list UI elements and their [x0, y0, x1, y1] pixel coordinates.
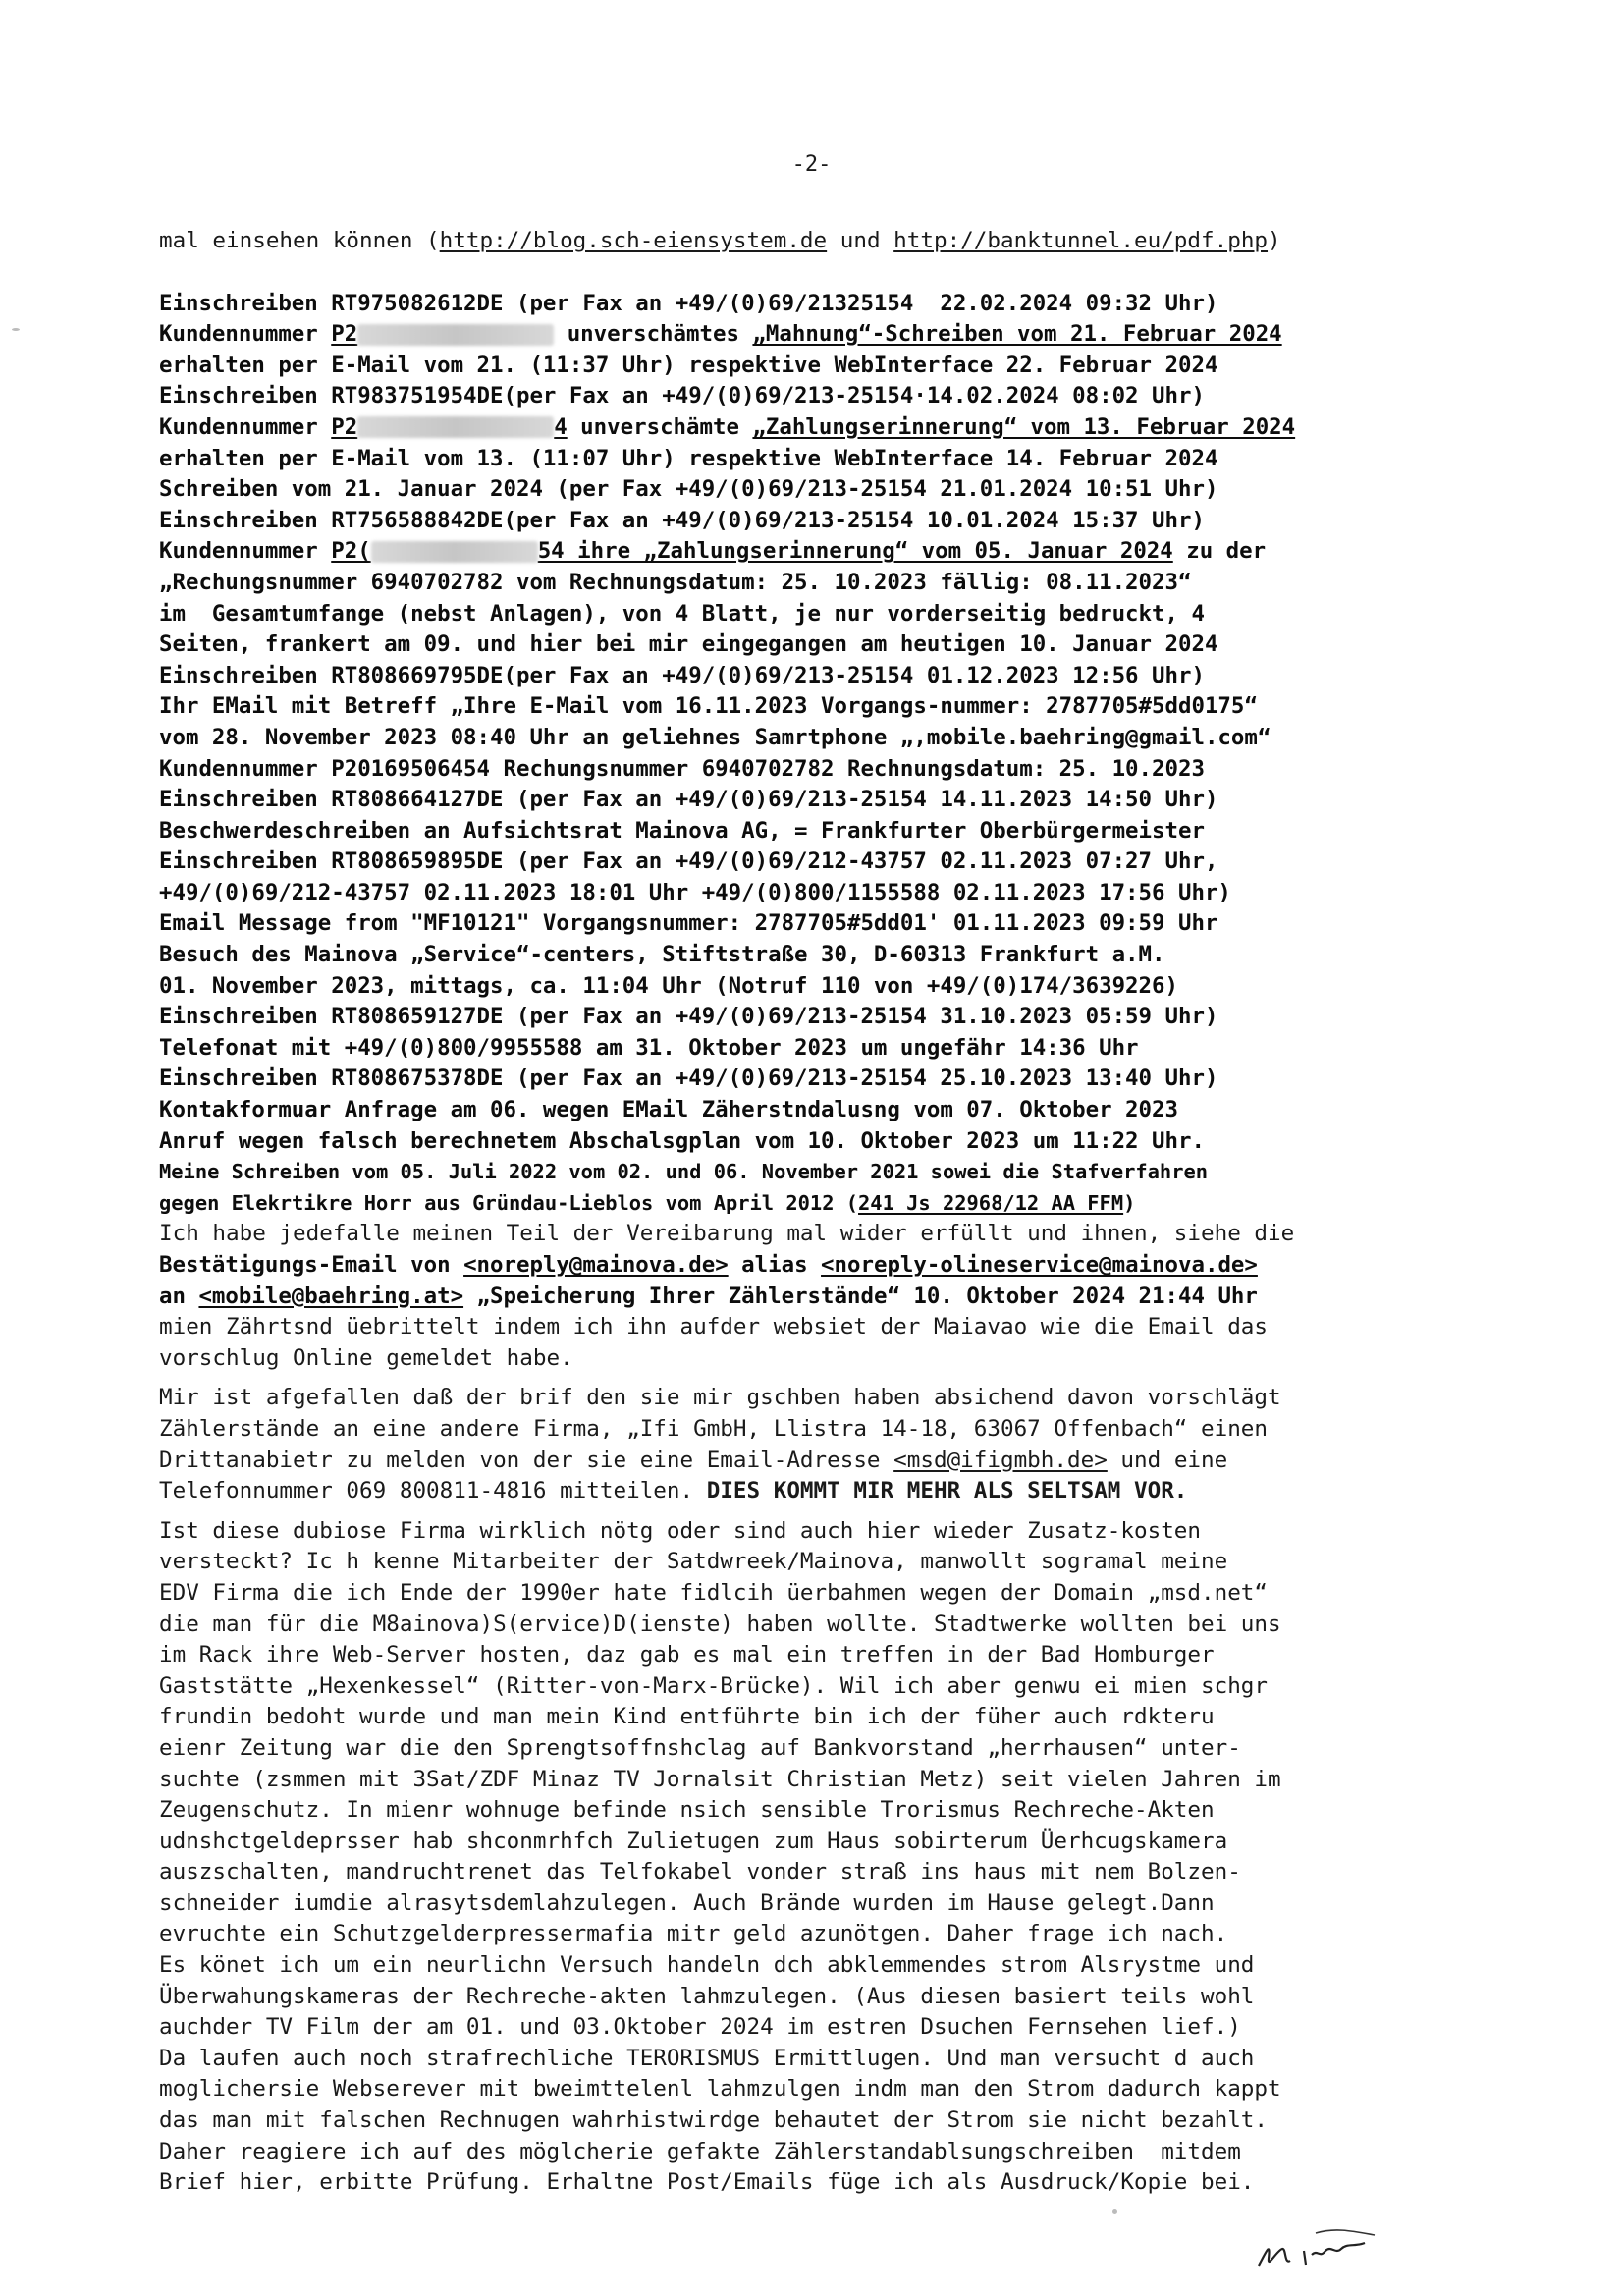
text-line: Ist diese dubiose Firma wirklich nötg oder sind auch hier wieder Zusatz-kosten: [159, 1517, 1202, 1544]
text: unverschämtes: [554, 321, 753, 348]
text: Telefonnummer 069 800811-4816 mitteilen.: [159, 1478, 707, 1504]
customer-number: P2: [331, 413, 358, 440]
customer-number-end: 4: [554, 413, 568, 440]
reminder-title: 54 ihre „Zahlungserinnerung“ vom 05. Januar 2024: [537, 538, 1173, 565]
intro-text-mid: und: [827, 228, 894, 253]
text-line: mien Zährtsnd üebrittelt indem ich ihn aufder websiet der Maiavao wie die Email das: [159, 1314, 1269, 1340]
spacer: [159, 1509, 1494, 1516]
email-address[interactable]: <mobile@baehring.at>: [198, 1283, 464, 1309]
customer-number: P2(: [331, 538, 371, 565]
correspondence-line: Seiten, frankert am 09. und hier bei mir eingegangen am heutigen 10. Januar 2024: [159, 631, 1218, 658]
text-line: [159, 1282, 1494, 1313]
intro-text: mal einsehen können (: [159, 228, 440, 253]
correspondence-line: Besuch des Mainova „Service“-centers, Stiftstraße 30, D-60313 Frankfurt a.M.: [159, 942, 1165, 968]
text: und eine: [1107, 1447, 1228, 1473]
paragraph-third-party: [159, 1383, 1494, 1506]
text-line: das man mit falschen Rechnugen wahrhistwirdge behautet der Strom sie nicht bezahlt.: [159, 2107, 1269, 2134]
text-line: [159, 1446, 1494, 1477]
text-line: suchte (zsmmen mit 3Sat/ZDF Minaz TV Jornalsit Christian Metz) seit vielen Jahren im: [159, 1766, 1281, 1792]
correspondence-line: [159, 536, 1494, 568]
paragraph-confirmation: [159, 1219, 1494, 1374]
text-line: [159, 1476, 1494, 1507]
text-line: vorschlug Online gemeldet habe.: [159, 1344, 573, 1371]
correspondence-line: Einschreiben RT808675378DE (per Fax an +49/(0)69/213-25154 25.10.2023 13:40 Uhr): [159, 1066, 1218, 1092]
customer-label: Kundennummer: [159, 538, 332, 565]
scan-speck: [1112, 2209, 1117, 2214]
text-line: Ich habe jedefalle meinen Teil der Vereibarung mal wider erfüllt und ihnen, siehe die: [159, 1221, 1295, 1247]
redaction-block: [357, 416, 554, 438]
customer-number: P2: [331, 321, 358, 348]
intro-text-end: ): [1268, 228, 1281, 253]
correspondence-line: erhalten per E-Mail vom 21. (11:37 Uhr) respektive WebInterface 22. Februar 2024: [159, 352, 1218, 378]
correspondence-line: Meine Schreiben vom 05. Juli 2022 vom 02. und 06. November 2021 sowei die Stafverfahren: [159, 1160, 1209, 1184]
text-line: evruchte ein Schutzgelderpressermafia mitr geld azunötgen. Daher frage ich nach.: [159, 1921, 1228, 1947]
correspondence-line: „Rechungsnummer 6940702782 vom Rechnungsdatum: 25. 10.2023 fällig: 08.11.2023“: [159, 569, 1192, 595]
text-line: Daher reagiere ich auf des möglcherie gefakte Zählerstandablsungschreiben mitdem: [159, 2138, 1241, 2164]
correspondence-line: Schreiben vom 21. Januar 2024 (per Fax +49/(0)69/213-25154 21.01.2024 10:51 Uhr): [159, 476, 1218, 503]
text-line: Da laufen auch noch strafrechliche TERORISMUS Ermittlugen. Und man versucht d auch: [159, 2045, 1255, 2071]
text-line: versteckt? Ic h kenne Mitarbeiter der Satdwreek/Mainova, manwollt sogramal meine: [159, 1549, 1228, 1575]
signature-icon: [1247, 2221, 1384, 2280]
correspondence-line: im Gesamtumfange (nebst Anlagen), von 4 Blatt, je nur vorderseitig bedruckt, 4: [159, 600, 1205, 627]
customer-label: Kundennummer: [159, 413, 332, 440]
text-line: EDV Firma die ich Ende der 1990er hate fidlcih üerbahmen wegen der Domain „msd.net“: [159, 1579, 1269, 1606]
text-line: Brief hier, erbitte Prüfung. Erhaltne Post/Emails füge ich als Ausdruck/Kopie bei.: [159, 2169, 1255, 2196]
reminder-title: „Zahlungserinnerung“ vom 13. Februar 2024: [752, 413, 1296, 440]
correspondence-line: Einschreiben RT975082612DE (per Fax an +49/(0)69/21325154 22.02.2024 09:32 Uhr): [159, 290, 1218, 316]
text: an: [159, 1283, 199, 1309]
correspondence-line: Telefonat mit +49/(0)800/9955588 am 31. Oktober 2023 um ungefähr 14:36 Uhr: [159, 1034, 1139, 1061]
correspondence-line: +49/(0)69/212-43757 02.11.2023 18:01 Uhr +49/(0)800/1155588 02.11.2023 17:56 Uhr): [159, 879, 1231, 905]
case-number: 241 Js 22968/12 AA FFM: [858, 1190, 1124, 1215]
paragraph-explanation: [159, 1516, 1494, 2199]
email-address[interactable]: <noreply-olineservice@mainova.de>: [821, 1252, 1258, 1278]
text-line: im Rack ihre Web-Server hosten, daz gab es mal ein treffen in der Bad Homburger: [159, 1642, 1215, 1668]
scan-speck: [12, 328, 20, 331]
redaction-block: [371, 541, 538, 563]
correspondence-line: Einschreiben RT808659127DE (per Fax an +49/(0)69/213-25154 31.10.2023 05:59 Uhr): [159, 1004, 1218, 1030]
correspondence-line: Anruf wegen falsch berechnetem Abschalsgplan vom 10. Oktober 2023 um 11:22 Uhr.: [159, 1127, 1205, 1154]
correspondence-line: Einschreiben RT983751954DE(per Fax an +49/(0)69/213-25154·14.02.2024 08:02 Uhr): [159, 383, 1205, 410]
text: Drittanabietr zu melden von der sie eine Email-Adresse: [159, 1447, 894, 1473]
text-line: Mir ist afgefallen daß der brif den sie mir gschben haben absichend davon vorschlägt: [159, 1385, 1281, 1411]
correspondence-line: vom 28. November 2023 08:40 Uhr an geliehnes Samrtphone „,mobile.baehring@gmail.com“: [159, 724, 1271, 750]
text-line: Zählerstände an eine andere Firma, „Ifi GmbH, Llistra 14-18, 63067 Offenbach“ einen: [159, 1415, 1269, 1442]
spacer: [159, 257, 1494, 289]
correspondence-line: [159, 1188, 1494, 1220]
spacer: [159, 1376, 1494, 1383]
text: „Speicherung Ihrer Zählerstände“ 10. Oktober 2024 21:44 Uhr: [463, 1283, 1258, 1309]
page-number: -2-: [791, 152, 832, 177]
blog-link[interactable]: http://blog.sch-eiensystem.de: [439, 228, 828, 253]
text-line: die man für die M8ainova)S(ervice)D(ienste) haben wollte. Stadtwerke wollten bei uns: [159, 1611, 1281, 1637]
customer-label: Kundennummer: [159, 321, 332, 348]
text: unverschämte: [567, 413, 753, 440]
text-line: Überwahungskameras der Rechreche-akten lahmzulegen. (Aus diesen basiert teils wohl: [159, 1983, 1255, 2009]
banktunnel-link[interactable]: http://banktunnel.eu/pdf.php: [893, 228, 1269, 253]
text: alias: [728, 1252, 822, 1278]
text-line: Es könet ich um ein neurlichn Versuch handeln dch abklemmendes strom Alsrystme und: [159, 1952, 1255, 1979]
correspondence-line: Kontakformuar Anfrage am 06. wegen EMail Zäherstndalusng vom 07. Oktober 2023: [159, 1097, 1178, 1123]
text-line: auszschalten, mandruchtrenet das Telfokabel vonder straß ins haus mit nem Bolzen-: [159, 1859, 1241, 1886]
text-line: auchder TV Film der am 01. und 03.Oktober 2024 im estren Dsuchen Fernsehen lief.): [159, 2014, 1241, 2041]
correspondence-line: erhalten per E-Mail vom 13. (11:07 Uhr) respektive WebInterface 14. Februar 2024: [159, 445, 1218, 471]
text: zu der: [1172, 538, 1267, 565]
correspondence-line: [159, 319, 1494, 351]
emphasis-text: DIES KOMMT MIR MEHR ALS SELTSAM VOR.: [706, 1478, 1188, 1504]
text: ): [1123, 1190, 1136, 1215]
text-line: schneider iumdie alrasytsdemlahzulegen. Auch Brände wurden im Hause gelegt.Dann: [159, 1889, 1215, 1916]
correspondence-line: Beschwerdeschreiben an Aufsichtsrat Mainova AG, = Frankfurter Oberbürgermeister: [159, 817, 1205, 844]
email-address[interactable]: <msd@ifigmbh.de>: [893, 1447, 1108, 1473]
text: gegen Elekrtikre Horr aus Gründau-Lieblos vom April 2012 (: [159, 1190, 859, 1215]
text: Bestätigungs-Email von: [159, 1252, 464, 1278]
intro-line: [159, 226, 1494, 257]
text-line: Zeugenschutz. In mienr wohnuge befinde nsich sensible Trorismus Rechreche-Akten: [159, 1797, 1215, 1824]
email-address[interactable]: <noreply@mainova.de>: [463, 1252, 729, 1278]
text-line: [159, 1250, 1494, 1282]
reminder-title: „Mahnung“-Schreiben vom 21. Februar 2024: [752, 321, 1282, 348]
text-line: frundin bedoht wurde und man mein Kind entführte bin ich der füher auch rdkteru: [159, 1704, 1215, 1730]
redaction-block: [357, 324, 554, 346]
correspondence-list: [159, 289, 1494, 1220]
correspondence-line: Einschreiben RT808664127DE (per Fax an +49/(0)69/213-25154 14.11.2023 14:50 Uhr): [159, 787, 1218, 813]
correspondence-line: Einschreiben RT808669795DE(per Fax an +49/(0)69/213-25154 01.12.2023 12:56 Uhr): [159, 662, 1205, 688]
correspondence-line: 01. November 2023, mittags, ca. 11:04 Uhr (Notruf 110 von +49/(0)174/3639226): [159, 972, 1178, 999]
correspondence-line: Ihr EMail mit Betreff „Ihre E-Mail vom 16.11.2023 Vorgangs-nummer: 2787705#5dd0175“: [159, 693, 1258, 720]
text-line: moglichersie Webserever mit bweimttelenl lahmzulgen indm man den Strom dadurch kappt: [159, 2076, 1281, 2103]
correspondence-line: Einschreiben RT808659895DE (per Fax an +49/(0)69/212-43757 02.11.2023 07:27 Uhr,: [159, 848, 1218, 875]
text-line: eienr Zeitung war die den Sprengtsoffnshclag auf Bankvorstand „herrhausen“ unter-: [159, 1734, 1241, 1761]
correspondence-line: Einschreiben RT756588842DE(per Fax an +49/(0)69/213-25154 10.01.2024 15:37 Uhr): [159, 507, 1205, 533]
correspondence-line: [159, 412, 1494, 444]
letter-body: [159, 226, 1494, 2201]
text-line: udnshctgeldeprsser hab shconmrhfch Zulietugen zum Haus sobirterum Üerhcugskamera: [159, 1828, 1228, 1854]
correspondence-line: Email Message from "MF10121" Vorgangsnummer: 2787705#5dd01' 01.11.2023 09:59 Uhr: [159, 910, 1218, 937]
correspondence-line: Kundennummer P20169506454 Rechungsnummer 6940702782 Rechnungsdatum: 25. 10.2023: [159, 755, 1205, 782]
text-line: Gaststätte „Hexenkessel“ (Ritter-von-Marx-Brücke). Wil ich aber genwu ei mien schgr: [159, 1672, 1269, 1699]
